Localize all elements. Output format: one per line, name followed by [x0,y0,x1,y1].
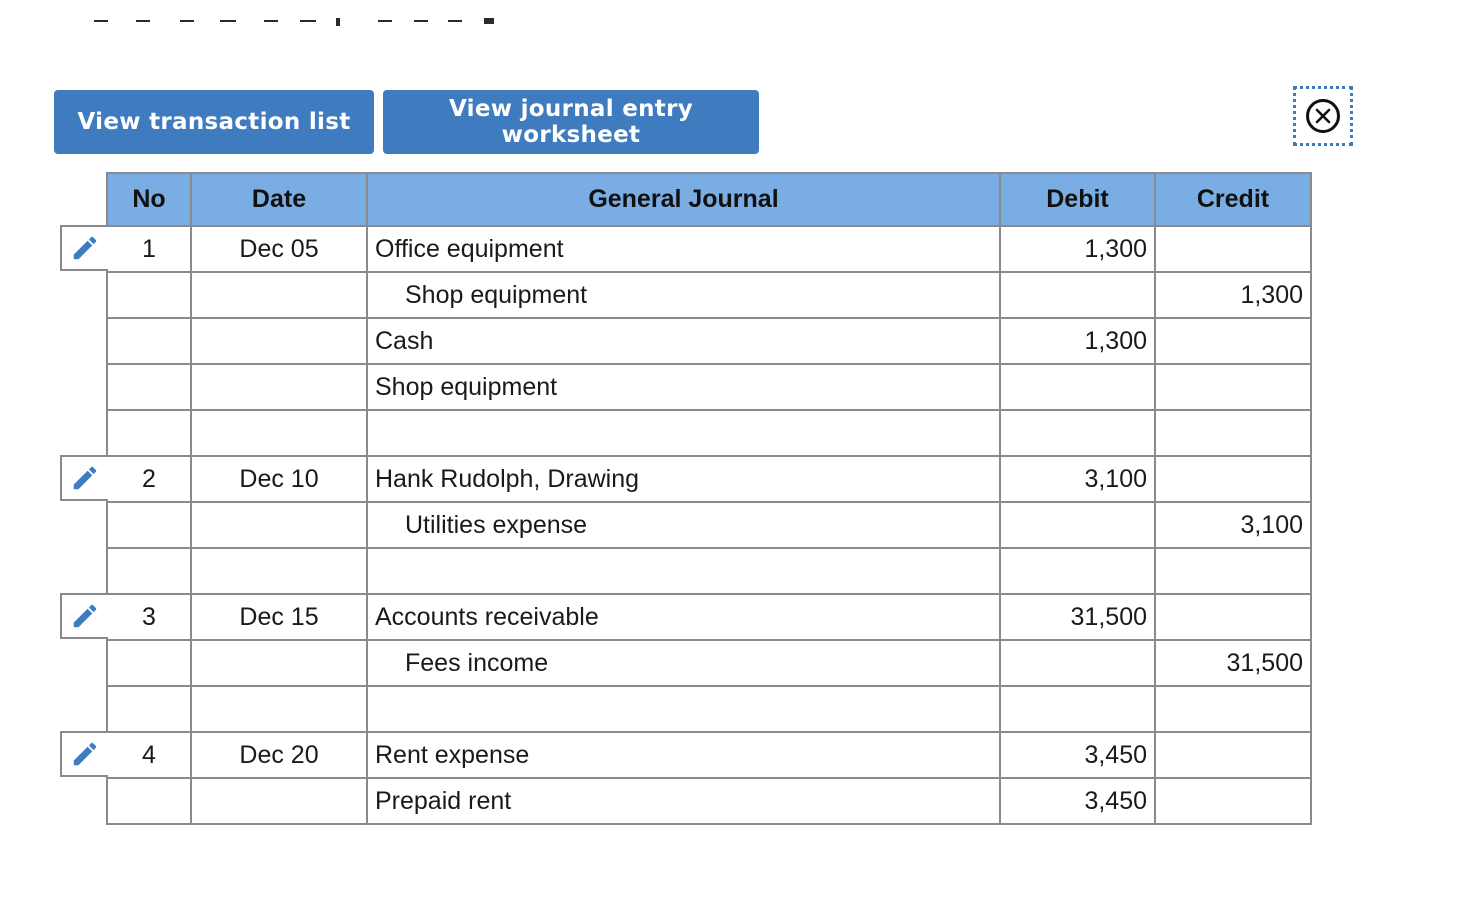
cell-account: Hank Rudolph, Drawing [367,456,1000,502]
table-row [107,686,1311,732]
pencil-icon [70,601,100,631]
table-row [107,548,1311,594]
cell-date [191,548,367,594]
cell-date [191,318,367,364]
cell-no [107,318,191,364]
table-row [107,732,1311,778]
cell-account: Office equipment [367,226,1000,272]
cell-debit: 1,300 [1000,226,1155,272]
cell-debit: 3,100 [1000,456,1155,502]
cell-account: Accounts receivable [367,594,1000,640]
cell-debit [1000,686,1155,732]
cell-no [107,364,191,410]
cell-credit [1155,364,1311,410]
table-row [107,410,1311,456]
cell-account: Fees income [367,640,1000,686]
table-row [107,502,1311,548]
cell-no [107,272,191,318]
cell-credit [1155,456,1311,502]
cell-no [107,686,191,732]
cell-account: Cash [367,318,1000,364]
cell-date [191,640,367,686]
pencil-icon [70,463,100,493]
cell-account [367,410,1000,456]
cell-no: 3 [107,594,191,640]
table-row [107,318,1311,364]
cell-credit: 3,100 [1155,502,1311,548]
cell-credit [1155,226,1311,272]
column-header-general-journal: General Journal [367,173,1000,226]
column-header-credit: Credit [1155,173,1311,226]
table-header-row [107,173,1311,226]
clipped-text-remnant [0,0,1474,30]
view-journal-entry-worksheet-button[interactable]: View journal entry worksheet [383,90,759,154]
cell-credit [1155,594,1311,640]
cell-credit [1155,778,1311,824]
view-transaction-list-button[interactable]: View transaction list [54,90,374,154]
cell-account: Shop equipment [367,272,1000,318]
cell-account: Prepaid rent [367,778,1000,824]
cell-credit [1155,548,1311,594]
cell-no: 4 [107,732,191,778]
cell-debit [1000,640,1155,686]
cell-credit [1155,686,1311,732]
close-circle-icon [1303,96,1343,136]
cell-no [107,778,191,824]
cell-date: Dec 20 [191,732,367,778]
cell-no: 1 [107,226,191,272]
cell-date: Dec 15 [191,594,367,640]
cell-date [191,410,367,456]
cell-credit: 1,300 [1155,272,1311,318]
edit-entry-button[interactable] [60,225,108,271]
cell-debit [1000,548,1155,594]
cell-credit [1155,318,1311,364]
table-row [107,364,1311,410]
pencil-icon [70,233,100,263]
cell-account [367,548,1000,594]
column-header-date: Date [191,173,367,226]
cell-no: 2 [107,456,191,502]
cell-date [191,502,367,548]
table-row [107,778,1311,824]
cell-date: Dec 10 [191,456,367,502]
table-row [107,272,1311,318]
cell-date [191,272,367,318]
cell-credit [1155,732,1311,778]
cell-debit [1000,364,1155,410]
general-journal-table [106,172,1312,825]
pencil-icon [70,739,100,769]
cell-account: Rent expense [367,732,1000,778]
cell-no [107,640,191,686]
cell-date [191,778,367,824]
edit-entry-button[interactable] [60,593,108,639]
cell-account [367,686,1000,732]
cell-no [107,410,191,456]
edit-entry-button[interactable] [60,455,108,501]
cell-debit [1000,272,1155,318]
cell-date: Dec 05 [191,226,367,272]
cell-date [191,686,367,732]
cell-no [107,548,191,594]
table-row [107,640,1311,686]
cell-credit: 31,500 [1155,640,1311,686]
cell-no [107,502,191,548]
cell-debit: 1,300 [1000,318,1155,364]
cell-debit: 3,450 [1000,778,1155,824]
cell-credit [1155,410,1311,456]
column-header-debit: Debit [1000,173,1155,226]
close-button[interactable] [1293,86,1353,146]
cell-account: Shop equipment [367,364,1000,410]
cell-debit: 31,500 [1000,594,1155,640]
edit-entry-button[interactable] [60,731,108,777]
table-row [107,226,1311,272]
table-row [107,456,1311,502]
cell-debit [1000,410,1155,456]
cell-account: Utilities expense [367,502,1000,548]
cell-debit [1000,502,1155,548]
table-row [107,594,1311,640]
cell-debit: 3,450 [1000,732,1155,778]
cell-date [191,364,367,410]
column-header-no: No [107,173,191,226]
